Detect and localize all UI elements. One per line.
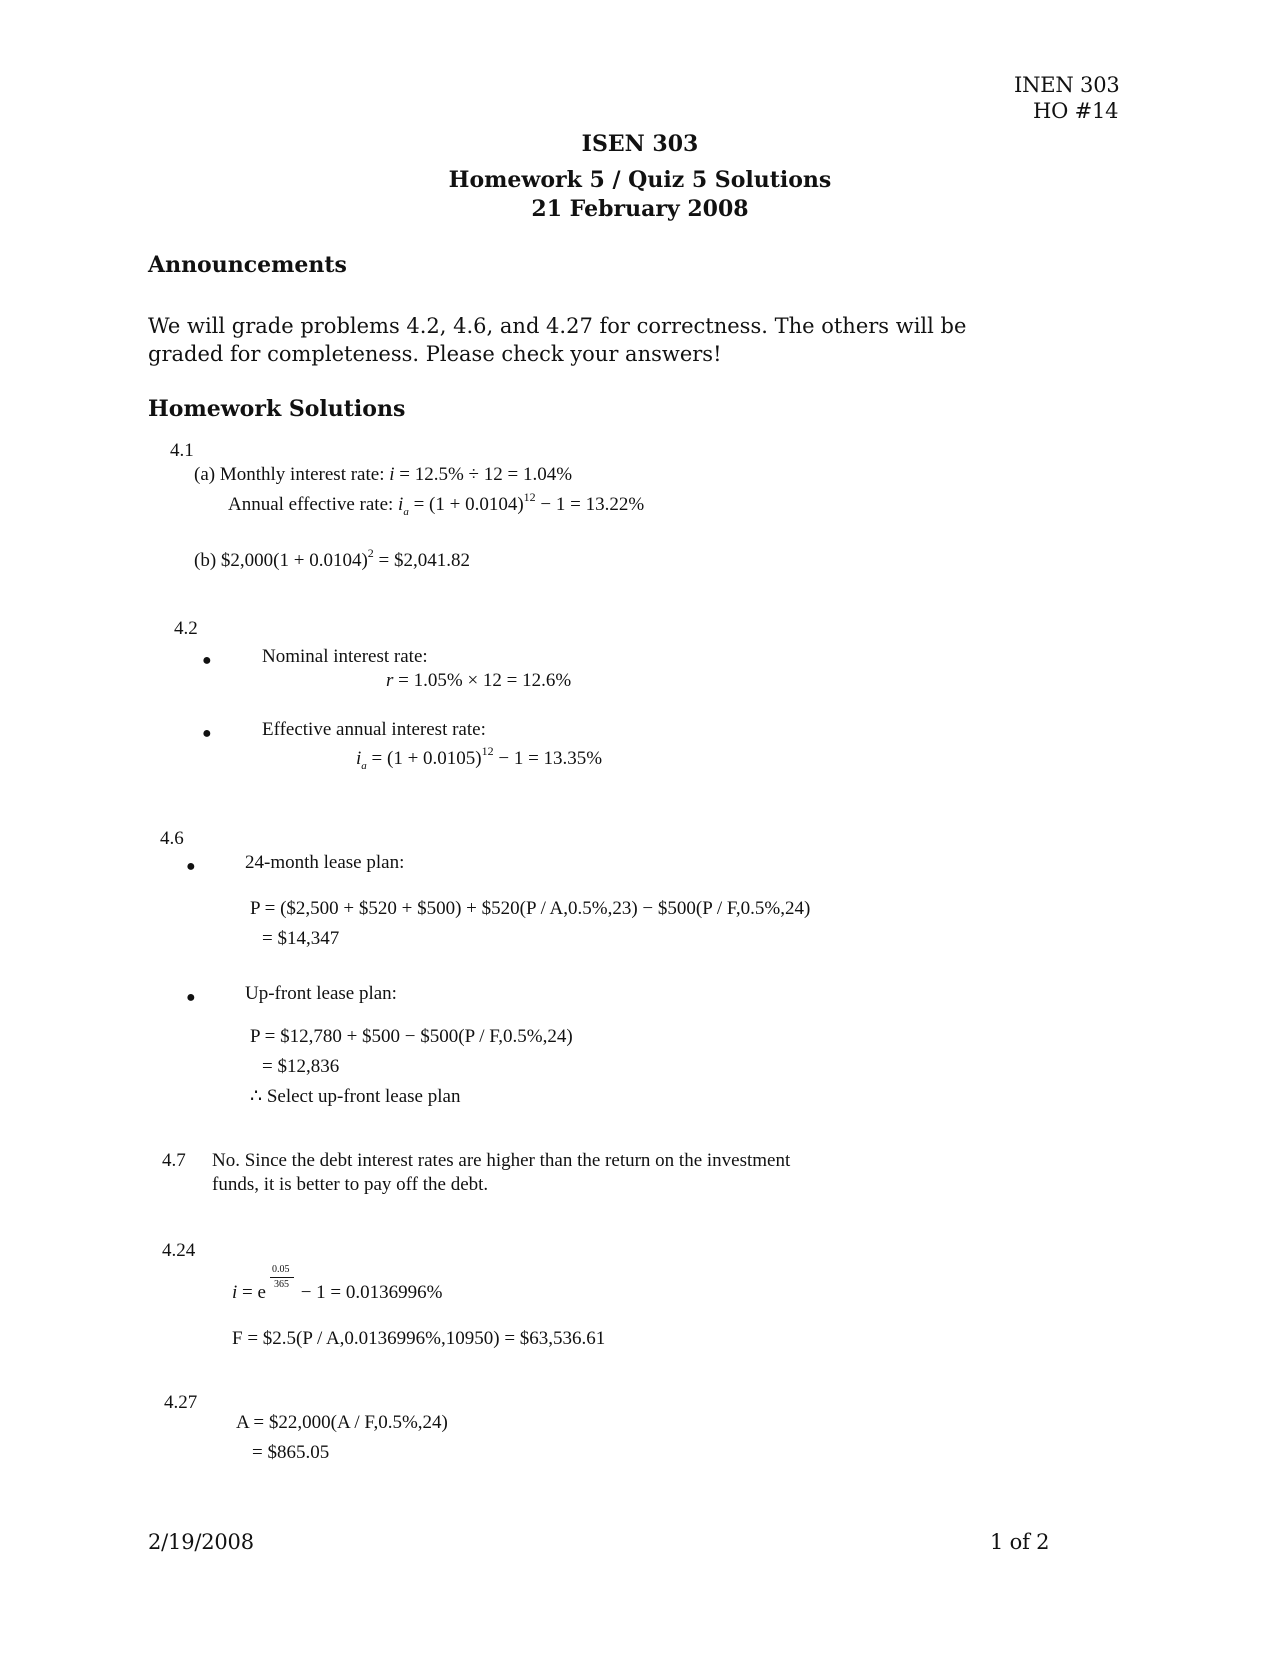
document-course-title: ISEN 303	[581, 131, 699, 157]
problem-4-2-bullet-1: Nominal interest rate:	[262, 646, 428, 667]
announcements-text: We will grade problems 4.2, 4.6, and 4.27 for correctness. The others will be graded for completeness. Please check your answers!	[148, 314, 967, 366]
solutions-heading: Homework Solutions	[148, 396, 406, 422]
variable: i	[232, 1282, 238, 1303]
equation: = 12.5% ÷ 12 = 1.04%	[394, 464, 573, 485]
document-date: 21 February 2008	[531, 196, 749, 222]
subscript: a	[361, 760, 367, 772]
problem-4-6-bullet-2: Up-front lease plan:	[245, 983, 397, 1004]
problem-4-7-line-2: funds, it is better to pay off the debt.	[212, 1174, 489, 1195]
variable: r	[386, 670, 394, 691]
document-subtitle: Homework 5 / Quiz 5 Solutions	[448, 167, 832, 193]
problem-4-2-bullet-2: Effective annual interest rate:	[262, 719, 486, 740]
problem-4-2-equation-1	[386, 670, 571, 692]
variable: i	[398, 494, 404, 515]
equation-tail: − 1 = 13.22%	[535, 494, 645, 515]
subscript: a	[403, 506, 409, 518]
problem-4-7-line-1: No. Since the debt interest rates are higher than the return on the investment	[212, 1150, 791, 1171]
fraction-bar	[270, 1277, 294, 1278]
equation: = (1 + 0.0104)	[408, 494, 524, 515]
equation-tail: = $2,041.82	[373, 550, 470, 571]
equation: = e	[237, 1282, 266, 1303]
bullet-icon: ●	[202, 652, 212, 669]
problem-4-6-bullet-1: 24-month lease plan:	[245, 852, 405, 873]
variable: i	[389, 464, 395, 485]
header-course-code: INEN 303	[1014, 73, 1120, 97]
exponent: 12	[523, 490, 536, 504]
problem-4-27-result: = $865.05	[252, 1442, 330, 1463]
part-label: (a)	[194, 464, 216, 485]
problem-4-1-part-a-effective	[228, 490, 644, 518]
problem-4-6-result-1: = $14,347	[262, 928, 340, 949]
announcements-heading: Announcements	[148, 252, 347, 278]
problem-4-1-part-a	[194, 464, 572, 486]
problem-4-6-equation-1: P = ($2,500 + $520 + $500) + $520(P / A,0.5%,23) − $500(P / F,0.5%,24)	[250, 898, 811, 919]
problem-number: 4.7	[162, 1150, 186, 1171]
bullet-icon: ●	[186, 858, 196, 875]
problem-number: 4.24	[162, 1240, 196, 1261]
exponent-fraction-numerator: 0.05	[272, 1264, 290, 1275]
problem-4-6-equation-2: P = $12,780 + $500 − $500(P / F,0.5%,24)	[250, 1026, 573, 1047]
equation-tail: − 1 = 0.0136996%	[295, 1282, 443, 1303]
equation: = (1 + 0.0105)	[366, 748, 482, 769]
bullet-icon: ●	[186, 989, 196, 1006]
problem-4-6-result-2: = $12,836	[262, 1056, 340, 1077]
problem-number: 4.6	[160, 828, 184, 849]
footer-date: 2/19/2008	[148, 1530, 254, 1554]
exponent-fraction-denominator: 365	[274, 1279, 289, 1290]
bullet-icon: ●	[202, 725, 212, 742]
problem-number: 4.27	[164, 1392, 198, 1413]
problem-4-27-equation: A = $22,000(A / F,0.5%,24)	[236, 1412, 448, 1433]
exponent: 2	[367, 546, 374, 560]
equation-tail: − 1 = 13.35%	[493, 748, 603, 769]
header-handout-number: HO #14	[1033, 99, 1119, 123]
footer-page-number: 1 of 2	[990, 1530, 1050, 1554]
problem-4-24-equation-2: F = $2.5(P / A,0.0136996%,10950) = $63,536.61	[232, 1328, 606, 1349]
problem-number: 4.2	[174, 618, 198, 639]
problem-4-6-conclusion: ∴ Select up-front lease plan	[250, 1086, 461, 1107]
problem-number: 4.1	[170, 440, 194, 461]
part-label: (b)	[194, 550, 217, 571]
problem-4-1-part-b	[194, 546, 470, 572]
equation: = 1.05% × 12 = 12.6%	[393, 670, 572, 691]
equation: $2,000(1 + 0.0104)	[220, 550, 368, 571]
exponent: 12	[481, 744, 494, 758]
text: Annual effective rate:	[228, 494, 399, 515]
variable: i	[356, 748, 362, 769]
text: Monthly interest rate:	[219, 464, 390, 485]
problem-4-24-equation-1	[232, 1282, 442, 1304]
problem-4-2-equation-2	[356, 744, 602, 772]
